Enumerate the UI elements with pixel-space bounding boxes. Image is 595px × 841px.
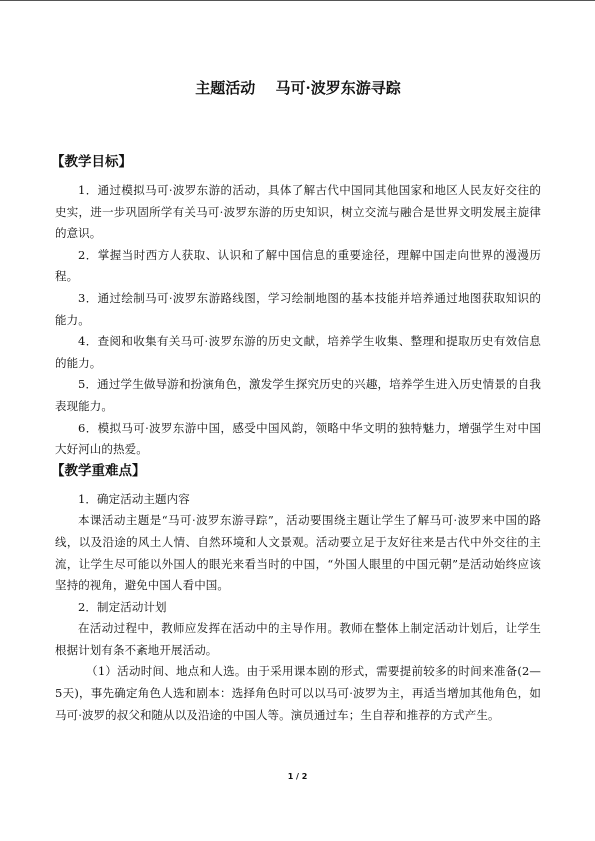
page-title: 主题活动 马可·波罗东游寻踪: [195, 79, 401, 97]
objective-item-6: 6．模拟马可·波罗东游中国，感受中国风韵，领略中华文明的独特魅力，增强学生对中国大好河山的热爱。: [55, 420, 541, 457]
key-point-paragraph-plan: 在活动过程中，教师应发挥在活动中的主导作用。教师在整体上制定活动计划后，让学生根据计划有条不紊地开展活动。: [55, 621, 541, 657]
objective-item-5: 5．通过学生做导游和扮演角色，激发学生探究历史的兴趣，培养学生进入历史情景的自我表现能力。: [55, 377, 541, 413]
objective-item-4: 4．查阅和收集有关马可·波罗东游的历史文献，培养学生收集、整理和提取历史有效信息的能力。: [55, 334, 541, 370]
key-point-subheading-2: 2．制定活动计划: [78, 599, 167, 614]
key-point-subheading-1: 1．确定活动主题内容: [78, 491, 190, 506]
document-page: [51, 78, 541, 726]
section-heading-objectives: 【教学目标】: [51, 154, 132, 170]
objective-item-2: 2．掌握当时西方人获取、认识和了解中国信息的重要途径，理解中国走向世界的漫漫历程。: [55, 247, 541, 284]
header-rule: [0, 0, 595, 1]
objective-item-3: 3．通过绘制马可·波罗东游路线图，学习绘制地图的基本技能并培养通过地图获取知识的能力。: [55, 290, 541, 327]
section-heading-key-points: 【教学重难点】: [51, 462, 146, 479]
key-point-paragraph-theme: 本课活动主题是“马可·波罗东游寻踪”，活动要围绕主题让学生了解马可·波罗来中国的路线，以及沿途的风土人情、自然环境和人文景观。活动要立足于友好往来是古代中外交往的主流，让学生尽可能以外国人的眼光来看当时的中国，“外国人眼里的中国元朝”是活动始终应该坚持的视角，避免中国人看中国。: [55, 513, 541, 593]
key-point-paragraph-schedule: （1）活动时间、地点和人选。由于采用课本剧的形式，需要提前较多的时间来准备(2—5天)，事先确定角色人选和剧本：选择角色时可以以马可·波罗为主，再适当增加其他角色，如马可·波罗的叔父和随从以及沿途的中国人等。演员通过车；生自荐和推荐的方式产生。: [55, 664, 541, 722]
page-number: 1 / 2: [287, 772, 308, 781]
objective-item-1: 1．通过模拟马可·波罗东游的活动，具体了解古代中国同其他国家和地区人民友好交往的史实，进一步巩固所学有关马可·波罗东游的历史知识，树立交流与融合是世界文明发展主旋律的意识。: [55, 183, 541, 241]
